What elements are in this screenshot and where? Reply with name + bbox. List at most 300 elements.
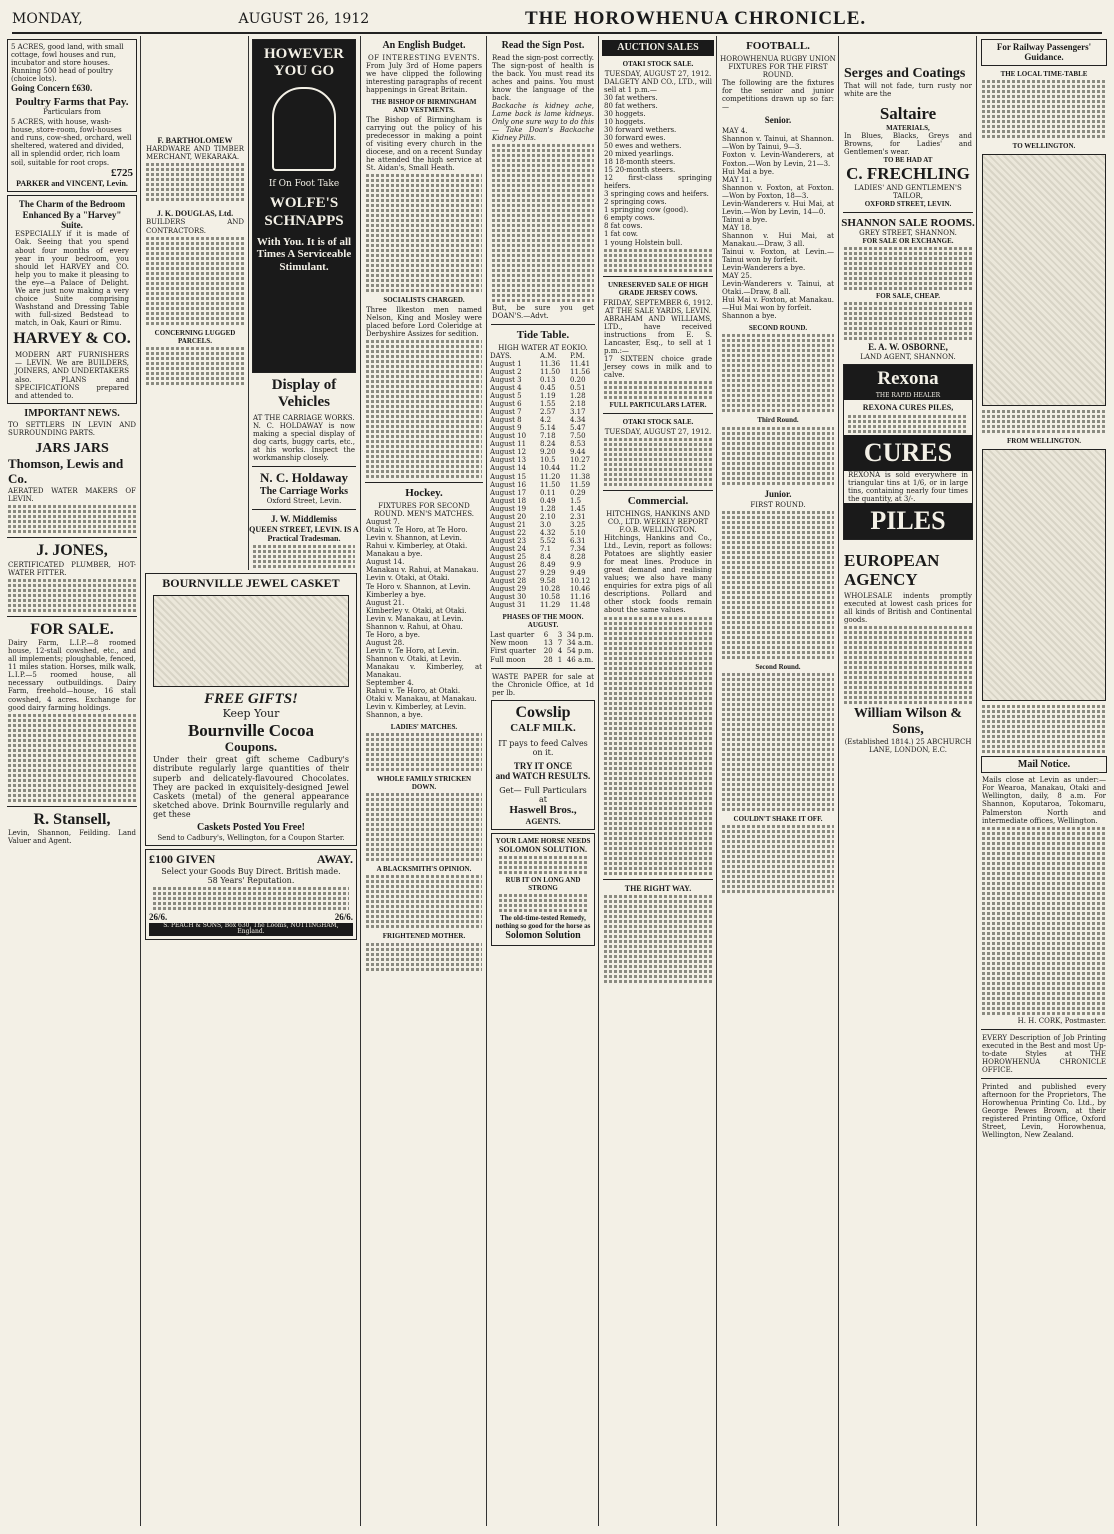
sale-cheap: FOR SALE, CHEAP. bbox=[876, 292, 940, 301]
family-title: WHOLE FAMILY STRICKEN DOWN. bbox=[376, 775, 472, 792]
wolfes-mid: If On Foot Take bbox=[268, 179, 340, 189]
timetable-title: THE LOCAL TIME-TABLE bbox=[1000, 69, 1088, 78]
fixture-line: Manakau v. Rahui, at Manakau. bbox=[366, 566, 479, 575]
poultry-title: Poultry Farms that Pay. bbox=[15, 95, 129, 108]
moon-cell: 46 a.m. bbox=[566, 655, 594, 664]
calf-title: CALF MILK. bbox=[510, 722, 576, 735]
bournville-advert bbox=[145, 573, 357, 846]
stock-line: 18 18-month steers. bbox=[604, 158, 676, 167]
moon-cell: 34 p.m. bbox=[566, 631, 594, 640]
solomon-name: Solomon Solution bbox=[505, 930, 581, 942]
wolfes-name: WOLFE'S SCHNAPPS bbox=[264, 195, 344, 229]
fixture-line: Rahui v. Kimberley, at Otaki. bbox=[366, 542, 468, 551]
budget-sub: OF INTERESTING EVENTS. bbox=[368, 53, 480, 62]
harvey-advert bbox=[7, 195, 137, 403]
moon-cell: New moon bbox=[490, 639, 529, 648]
bishop-title: THE BISHOP OF BIRMINGHAM AND VESTMENTS. bbox=[371, 97, 477, 114]
cowslip-advert bbox=[491, 700, 595, 830]
column-4 bbox=[488, 36, 599, 1526]
tide-row bbox=[488, 456, 598, 464]
column-2 bbox=[142, 36, 361, 1526]
timetable-grid-to bbox=[982, 154, 1106, 406]
tide-cell: 9.44 bbox=[569, 448, 586, 457]
masthead bbox=[12, 6, 1102, 34]
tide-cell: August 20 bbox=[490, 512, 527, 521]
tide-row bbox=[488, 553, 598, 561]
moon-row bbox=[488, 656, 598, 664]
every-description: EVERY Description of Job Printing executed in the Best and most Up-to-date Styles at THE HOROWHENUA CHRONICLE OFFICE. bbox=[982, 1033, 1106, 1074]
junior-second-round: Second Round. bbox=[755, 662, 801, 671]
tide-row bbox=[488, 577, 598, 585]
fixtures-title: FIXTURES FOR THE FIRST ROUND. bbox=[728, 62, 828, 79]
piles-title: PILES bbox=[844, 503, 972, 539]
tide-cell: August 23 bbox=[490, 536, 527, 545]
fixture-line: Hui Mai a bye. bbox=[722, 167, 775, 176]
fixture-line: Shannon a bye. bbox=[722, 312, 777, 321]
commercial-title: Commercial. bbox=[627, 495, 689, 508]
tide-row bbox=[488, 489, 598, 497]
tide-cell: 6.31 bbox=[569, 536, 586, 545]
tide-cell: 7.18 bbox=[540, 432, 556, 441]
charm-text: ESPECIALLY if it is made of Oak. Seeing that you spend about four months of every year in your bedroom, you should let HARVEY and CO. help you to make it pleasing to the eye—a Palace of Delight. We are just now making a very choice Suite comprising Washstand and Dressing Table with full-sized Bedstead to match, in Oak, Kauri or Rimu. bbox=[15, 230, 129, 327]
casket-illustration bbox=[153, 595, 349, 687]
tide-cell: 8.28 bbox=[569, 552, 586, 561]
tide-cell: August 15 bbox=[490, 472, 527, 481]
tide-cell: August 17 bbox=[490, 488, 527, 497]
abraham-text: ABRAHAM AND WILLIAMS, LTD., have received instructions from E. S. Lancaster, Esq., to sell at 1 p.m.:— bbox=[604, 314, 712, 355]
tide-cell: 4.32 bbox=[540, 528, 556, 537]
tide-cell: 2.57 bbox=[540, 408, 556, 417]
fixture-line: MAY 25. bbox=[722, 272, 752, 281]
senior-fixtures bbox=[718, 127, 838, 320]
stock-line: 30 fat wethers. bbox=[604, 93, 658, 102]
holdaway-sub: The Carriage Works bbox=[259, 485, 349, 497]
tide-cell: 3.0 bbox=[540, 520, 552, 529]
column-3 bbox=[362, 36, 487, 1526]
tide-cell: 1.45 bbox=[569, 504, 586, 513]
frechling-name: C. FRECHLING bbox=[846, 163, 970, 183]
stock-line: 12 first-class springing heifers. bbox=[604, 174, 712, 191]
stock-line: 3 springing cows and heifers. bbox=[604, 190, 709, 199]
stock-line: 80 fat wethers. bbox=[604, 101, 658, 110]
tide-cell: August 31 bbox=[490, 601, 527, 610]
stansell-title: R. Stansell, bbox=[33, 810, 111, 828]
stock-line: 2 springing cows. bbox=[604, 198, 667, 207]
auction-title: AUCTION SALES bbox=[602, 40, 714, 56]
tide-cell: 1.28 bbox=[569, 392, 586, 401]
given-price-1: 26/6. bbox=[149, 912, 168, 923]
fixtures-text: The following are the fixtures for the senior and junior competitions drawn up so far:— bbox=[722, 78, 834, 111]
fixture-line: August 28. bbox=[366, 638, 405, 647]
poultry-advert bbox=[7, 39, 137, 192]
ad-acres-price: £725 bbox=[111, 166, 133, 179]
fixture-line: September 4. bbox=[366, 679, 414, 688]
tide-row bbox=[488, 392, 598, 400]
tide-row bbox=[488, 585, 598, 593]
tide-cell: August 8 bbox=[490, 416, 522, 425]
unreserved-title: UNRESERVED SALE OF HIGH GRADE JERSEY COWS. bbox=[607, 280, 709, 297]
railway-box bbox=[981, 39, 1107, 66]
jars-title: JARS JARS bbox=[35, 441, 109, 457]
column-6 bbox=[718, 36, 839, 1526]
socialists-text: Three Ilkeston men named Nelson, King and Mosley were placed before Lord Coleridge at Derbyshire Assizes for sedition. bbox=[366, 306, 482, 339]
tide-row bbox=[488, 561, 598, 569]
tide-cell: August 5 bbox=[490, 392, 522, 401]
rooms-addr: GREY STREET, SHANNON. bbox=[859, 229, 957, 238]
tide-cell: 2.18 bbox=[569, 400, 586, 409]
moon-cell: 28 bbox=[543, 655, 553, 664]
fixture-line: Levin v. Manakau, at Levin. bbox=[366, 614, 464, 623]
display-title: Display of Vehicles bbox=[271, 377, 337, 411]
tide-cell: 1.19 bbox=[540, 392, 556, 401]
try-text: TRY IT ONCE bbox=[513, 761, 573, 772]
moon-table bbox=[488, 631, 598, 663]
jersey-text: 17 SIXTEEN choice grade Jersey cows in milk and to calve. bbox=[604, 355, 712, 380]
tide-row bbox=[488, 529, 598, 537]
tide-cell: August 11 bbox=[490, 440, 527, 449]
solomon-old: The old-time-tested Remedy, nothing so good for the horse as bbox=[495, 914, 591, 931]
thomson-title: Thomson, Lewis and Co. bbox=[8, 456, 124, 487]
douglas-sub: BUILDERS AND CONTRACTORS. bbox=[146, 218, 244, 235]
fixture-line: Levin-Wanderers v. Tainui, at Otaki.—Draw, 8 all. bbox=[722, 280, 834, 297]
bishop-text: The Bishop of Birmingham is carrying out the policy of his predecessor in making a point of visiting every church in the diocese, and on a recent Sunday he attended the high service at St. Aidan's, Small Heath. bbox=[366, 115, 482, 173]
stock-line: 1 fat cow. bbox=[604, 230, 639, 239]
display-sub: AT THE CARRIAGE WORKS. bbox=[253, 413, 355, 422]
tide-row bbox=[488, 416, 598, 424]
waste-notice: WASTE PAPER for sale at the Chronicle Office, at 1d per lb. bbox=[492, 672, 594, 697]
ad-land-text: 5 ACRES, good land, with small cottage, fowl houses and run, incubator and store houses. Running 500 head of poultry (choice lots). bbox=[11, 43, 124, 84]
tide-cell: 8.24 bbox=[540, 440, 556, 449]
tide-cell: August 3 bbox=[490, 375, 522, 384]
fixture-line: Levin v. Shannon, at Levin. bbox=[366, 534, 462, 543]
rexona-tag: THE RAPID HEALER bbox=[844, 393, 972, 400]
moon-cell: 6 bbox=[543, 631, 549, 640]
tide-cell: 10.58 bbox=[540, 593, 561, 602]
stock-line: 10 hoggets. bbox=[604, 117, 646, 126]
moon-cell: 7 bbox=[557, 639, 563, 648]
solomon-rub: RUB IT ON LONG AND STRONG bbox=[505, 876, 581, 893]
tide-cell: 0.20 bbox=[569, 375, 586, 384]
tide-cell: August 16 bbox=[490, 480, 527, 489]
tide-cell: 11.59 bbox=[569, 480, 591, 489]
tide-sub: HIGH WATER AT EOKIO. bbox=[498, 343, 588, 352]
wolfes-tag: With You. It is of all Times A Serviceable Stimulant. bbox=[256, 235, 352, 274]
solomon-top: YOUR LAME HORSE NEEDS bbox=[495, 837, 591, 846]
hockey-sub: FIXTURES FOR SECOND ROUND. MEN'S MATCHES. bbox=[373, 502, 475, 519]
printed-by: Printed and published every afternoon for the Proprietors, The Horowhenua Printing Co. Ltd., by George Pewes Brown, at their registered Printing Office, Oxford Street, Levin, Horowhenua, Wellington, New Zealand. bbox=[982, 1082, 1106, 1140]
frechling-sub: LADIES' AND GENTLEMEN'S TAILOR, bbox=[854, 183, 962, 200]
otaki2-date: TUESDAY, AUGUST 27, 1912. bbox=[604, 428, 712, 437]
tide-cell: 8.53 bbox=[569, 440, 586, 449]
from-wellington-title: FROM WELLINGTON. bbox=[1006, 436, 1082, 445]
sign-text: Read the sign-post correctly. The sign-post of health is the back. You must read its aches and pains. You must know the language of the back. bbox=[492, 53, 594, 102]
moon-cell: 34 a.m. bbox=[566, 639, 594, 648]
doans-text: Backache is kidney ache, Lame back is lame kidneys. Only one sure way to do this — Take Doan's Backache Kidney Pills. bbox=[492, 101, 594, 142]
poultry-sub: Particulars from bbox=[43, 108, 101, 117]
column-5 bbox=[600, 36, 717, 1526]
tide-cell: 11.56 bbox=[569, 367, 591, 376]
tide-cell: 11.2 bbox=[569, 464, 586, 473]
holdaway-addr: Oxford Street, Levin. bbox=[266, 497, 342, 506]
tide-cell: 7.1 bbox=[540, 544, 552, 553]
watch-text: and WATCH RESULTS. bbox=[495, 771, 591, 782]
harvey-name: HARVEY & CO. bbox=[13, 329, 131, 347]
fixture-line: Shannon v. Foxton, at Foxton.—Won by Foxton, 18—3. bbox=[722, 183, 834, 200]
stock-line: 50 ewes and wethers. bbox=[604, 141, 682, 150]
tide-cell: 11.36 bbox=[540, 359, 561, 368]
tide-cell: 9.58 bbox=[540, 577, 556, 586]
tide-row bbox=[488, 521, 598, 529]
tide-table bbox=[488, 352, 598, 610]
wilson-addr: (Established 1814.) 25 ABCHURCH LANE, LONDON, E.C. bbox=[844, 738, 972, 755]
tide-cell: 11.29 bbox=[540, 601, 561, 610]
hockey-fixtures bbox=[362, 518, 486, 719]
fixture-line: Kimberley a bye. bbox=[366, 590, 426, 599]
tide-cell: 5.47 bbox=[569, 424, 586, 433]
stock-line: 6 empty cows. bbox=[604, 214, 655, 223]
tide-row bbox=[488, 400, 598, 408]
sign-title: Read the Sign Post. bbox=[501, 40, 585, 51]
tide-cell: August 22 bbox=[490, 528, 527, 537]
junior-title: Junior. bbox=[764, 488, 792, 499]
fixture-line: August 7. bbox=[366, 518, 400, 527]
commercial-text: Hitchings, Hankins and Co., Ltd., Levin, report as follows: Potatoes are slightly easier for meat lines. Produce in great demand and realising values; we also have many enquiries for extra pigs of all descriptions. Pollard and other stock foods remain about the same values. bbox=[604, 534, 712, 615]
bartholomew-title: F. BARTHOLOMEW bbox=[157, 136, 233, 145]
tide-cell: August 9 bbox=[490, 424, 522, 433]
senior-title: Senior. bbox=[764, 114, 792, 125]
mail-box bbox=[981, 756, 1107, 774]
peach-address: S. PEACH & SONS, Box 630, The Looms, NOTTINGHAM, England. bbox=[149, 923, 353, 937]
fixture-line: Shannon v. Rahui, at Ohau. bbox=[366, 622, 463, 631]
given-price-2: 26/6. bbox=[334, 912, 353, 923]
ad-land-price: Going Concern £630. bbox=[11, 83, 93, 94]
fixture-line: Levin v. Otaki, at Otaki. bbox=[366, 574, 450, 583]
doans-end: But, be sure you get DOAN'S.—Advt. bbox=[492, 304, 594, 321]
second-round-title: SECOND ROUND. bbox=[748, 324, 808, 333]
fixture-line: Levin v. Te Horo, at Levin. bbox=[366, 646, 460, 655]
peach-advert bbox=[145, 849, 357, 940]
masthead-day: MONDAY, bbox=[12, 11, 83, 27]
otaki-date: TUESDAY, AUGUST 27, 1912. bbox=[604, 69, 712, 78]
otaki-title: OTAKI STOCK SALE. bbox=[622, 59, 694, 68]
tide-row bbox=[488, 481, 598, 489]
frechling-addr: OXFORD STREET, LEVIN. bbox=[864, 199, 952, 208]
socialists-title: SOCIALISTS CHARGED. bbox=[383, 296, 465, 305]
solomon-title: SOLOMON SOLUTION. bbox=[498, 845, 587, 855]
fixture-line: Tainui a bye. bbox=[722, 215, 768, 224]
tide-cell: 0.45 bbox=[540, 383, 556, 392]
rooms-title: SHANNON SALE ROOMS. bbox=[841, 216, 975, 229]
stansell-sub: Levin, Shannon, Feilding. Land Valuer and Agent. bbox=[8, 828, 136, 846]
given-rep: 58 Years' Reputation. bbox=[207, 876, 295, 885]
tide-cell: August 2 bbox=[490, 367, 522, 376]
serges-text: That will not fade, turn rusty nor white are the bbox=[844, 82, 972, 99]
tide-row bbox=[488, 376, 598, 384]
stock-line: 8 fat cows. bbox=[604, 222, 643, 231]
tide-cell: 7.50 bbox=[569, 432, 586, 441]
tide-cell: 5.14 bbox=[540, 424, 556, 433]
tide-cell: August 7 bbox=[490, 408, 522, 417]
commercial-sub: HITCHINGS, HANKINS AND CO., LTD. WEEKLY REPORT F.O.B. WELLINGTON. bbox=[606, 509, 710, 535]
tide-cell: 8.4 bbox=[540, 552, 552, 561]
tide-row bbox=[488, 424, 598, 432]
tide-row bbox=[488, 545, 598, 553]
stock-line: 20 mixed yearlings. bbox=[604, 150, 674, 159]
tide-title: Tide Table. bbox=[516, 329, 570, 342]
bournville-keep: Keep Your bbox=[222, 707, 280, 721]
tide-cell: 11.48 bbox=[569, 601, 591, 610]
mail-title: Mail Notice. bbox=[1017, 758, 1071, 770]
tide-cell: 0.13 bbox=[540, 375, 556, 384]
moon-cell: 3 bbox=[557, 631, 563, 640]
stock-line: 1 young Holstein bull. bbox=[604, 238, 683, 247]
tide-cell: August 14 bbox=[490, 464, 527, 473]
tobe-text: TO BE HAD AT bbox=[883, 155, 933, 164]
moon-cell: 54 p.m. bbox=[566, 647, 594, 656]
stock-line: 30 forward wethers. bbox=[604, 125, 677, 134]
tide-cell: 7.34 bbox=[569, 544, 586, 553]
middlemiss-sub: QUEEN STREET, LEVIN. IS A Practical Tradesman. bbox=[249, 524, 359, 543]
holdaway-name: N. C. Holdaway bbox=[259, 469, 349, 485]
wolfes-advert bbox=[252, 39, 356, 373]
solomon-advert bbox=[491, 833, 595, 946]
fixture-line: Hui Mai v. Foxton, at Manakau.—Hui Mai won by forfeit. bbox=[722, 296, 834, 313]
column-8 bbox=[978, 36, 1110, 1526]
materials-text: In Blues, Blacks, Greys and Browns, for Ladies' and Gentlemen's wear. bbox=[844, 131, 972, 156]
sale-yards: AT THE SALE YARDS, LEVIN. bbox=[604, 306, 711, 315]
fixture-line: Otaki v. Manakau, at Manakau. bbox=[366, 695, 477, 704]
tide-cell: 9.9 bbox=[569, 561, 582, 570]
moon-row bbox=[488, 647, 598, 655]
fixture-line: Levin-Wanderers v. Hui Mai, at Levin.—Won by Levin, 14—0. bbox=[722, 199, 834, 216]
european-title: EUROPEAN AGENCY bbox=[844, 550, 940, 590]
moon-cell: 13 bbox=[543, 639, 553, 648]
tide-head-pm: P.M. bbox=[569, 351, 585, 360]
saltaire-title: Saltaire bbox=[879, 104, 937, 124]
tide-cell: 9.49 bbox=[569, 569, 586, 578]
tide-cell: 9.20 bbox=[540, 448, 556, 457]
news-title: IMPORTANT NEWS. bbox=[24, 407, 120, 419]
tide-row bbox=[488, 448, 598, 456]
rexona-advert bbox=[843, 364, 973, 540]
tide-cell: 11.38 bbox=[569, 472, 591, 481]
tide-cell: 1.55 bbox=[540, 400, 556, 409]
tide-cell: August 27 bbox=[490, 569, 527, 578]
tide-row bbox=[488, 569, 598, 577]
bartholomew-sub: HARDWARE AND TIMBER MERCHANT, WEKARAKA. bbox=[146, 145, 244, 162]
tide-cell: 2.31 bbox=[569, 512, 586, 521]
tide-row bbox=[488, 497, 598, 505]
hockey-title: Hockey. bbox=[405, 487, 443, 500]
timetable-grid-from bbox=[982, 449, 1106, 701]
ladies-title: LADIES' MATCHES. bbox=[390, 723, 458, 732]
bottle-illustration bbox=[272, 87, 336, 171]
tide-head-days: DAYS. bbox=[490, 351, 512, 360]
douglas-title: J. K. DOUGLAS, Ltd. bbox=[156, 209, 234, 219]
osborne-name: E. A. W. OSBORNE, bbox=[868, 342, 948, 353]
fixture-line: Te Horo v. Shannon, at Levin. bbox=[366, 582, 471, 591]
full-particulars: FULL PARTICULARS LATER. bbox=[609, 401, 707, 410]
tide-cell: 2.10 bbox=[540, 512, 556, 521]
tide-row bbox=[488, 473, 598, 481]
to-wellington-title: TO WELLINGTON. bbox=[1012, 141, 1076, 150]
tide-row bbox=[488, 440, 598, 448]
tide-cell: August 18 bbox=[490, 496, 527, 505]
tide-row bbox=[488, 464, 598, 472]
rexona-title: Rexona bbox=[844, 365, 972, 393]
wolfes-top: HOWEVER YOU GO bbox=[263, 46, 344, 79]
tide-cell: 11.20 bbox=[540, 472, 561, 481]
given-title: £100 GIVEN bbox=[149, 852, 216, 867]
tide-cell: August 30 bbox=[490, 593, 527, 602]
charm-title: The Charm of the Bedroom Enhanced By a "Harvey" Suite. bbox=[18, 199, 126, 231]
fixture-line: Manakau v. Kimberley, at Manakau. bbox=[366, 662, 482, 680]
fixture-line: Levin v. Kimberley, at Levin. bbox=[366, 703, 467, 712]
tide-row bbox=[488, 384, 598, 392]
first-round-title: FIRST ROUND. bbox=[750, 500, 806, 509]
tide-row bbox=[488, 601, 598, 609]
fixture-line: MAY 4. bbox=[722, 127, 748, 136]
european-text: WHOLESALE indents promptly executed at lowest cash prices for all kinds of British and Continental goods. bbox=[844, 591, 972, 624]
tide-cell: August 24 bbox=[490, 544, 527, 553]
fixture-line: Shannon v. Otaki, at Levin. bbox=[366, 654, 462, 663]
fixture-line: Shannon v. Tainui, at Shannon.—Won by Tainui, 9—3. bbox=[722, 135, 834, 152]
tide-row bbox=[488, 408, 598, 416]
budget-text: From July 3rd of Home papers we have clipped the following interesting paragraphs of recent happenings in Great Britain. bbox=[366, 61, 482, 94]
given-text: Select your Goods Buy Direct. British made. bbox=[161, 866, 341, 876]
tide-cell: August 19 bbox=[490, 504, 527, 513]
rexona-text: REXONA is sold everywhere in triangular tins at 1/6, or in large tins, containing nearly four times the quantity, at 3/-. bbox=[848, 470, 968, 503]
fixture-line: Shannon, a bye. bbox=[366, 711, 423, 720]
tide-cell: 10.46 bbox=[569, 585, 591, 594]
moon-row bbox=[488, 639, 598, 647]
tide-cell: 0.51 bbox=[569, 383, 586, 392]
tide-head-am: A.M. bbox=[540, 351, 557, 360]
mail-text: Mails close at Levin as under:— For Wearoa, Manakau, Otaki and Wellington, daily, 8 a.m. For Shannon, Koputaroa, Tokomaru, Palmerston North and intermediate offices, Wellington. bbox=[982, 776, 1106, 825]
tide-cell: 11.50 bbox=[540, 367, 561, 376]
tide-cell: August 21 bbox=[490, 520, 527, 529]
rexona-pills: REXONA CURES PILES, bbox=[862, 402, 954, 412]
display-text: N. C. HOLDAWAY is now making a special display of dog carts, buggy carts, etc., at his works. Inspect the workmanship closely. bbox=[253, 421, 355, 462]
cowslip-title: Cowslip bbox=[515, 703, 571, 721]
fixture-line: Kimberley v. Otaki, at Otaki. bbox=[366, 606, 467, 615]
ad-acres-text: 5 ACRES, with house, wash-house, store-room, fowl-houses and runs, cow-shed, orchard, well sheltered, watered and divided, all in splendid order, rich loam soil, suitable for root crops. bbox=[11, 118, 132, 167]
tide-cell: August 6 bbox=[490, 400, 522, 409]
bournville-coupons: Coupons. bbox=[224, 739, 278, 755]
tide-cell: 0.49 bbox=[540, 496, 556, 505]
tide-cell: 10.44 bbox=[540, 464, 561, 473]
thomson-sub: AERATED WATER MAKERS OF LEVIN. bbox=[8, 487, 136, 504]
serges-title: Serges and Coatings bbox=[844, 66, 966, 81]
tide-cell: August 29 bbox=[490, 585, 527, 594]
get-text: Get— Full Particulars at bbox=[499, 785, 587, 804]
tide-cell: August 12 bbox=[490, 448, 527, 457]
stock-line: 15 20-month steers. bbox=[604, 166, 676, 175]
tide-cell: 4.2 bbox=[540, 416, 552, 425]
newspaper-title: THE HOROWHENUA CHRONICLE. bbox=[524, 8, 867, 29]
blacksmith-title: A BLACKSMITH'S OPINION. bbox=[376, 865, 472, 874]
osborne-sub: LAND AGENT, SHANNON. bbox=[860, 352, 956, 361]
tide-cell: August 26 bbox=[490, 561, 527, 570]
cowslip-text: IT pays to feed Calves on it. bbox=[498, 738, 588, 757]
moon-cell: 20 bbox=[543, 647, 553, 656]
fixture-line: Shannon v. Hui Mai, at Manakau.—Draw, 3 all. bbox=[722, 231, 834, 248]
tide-cell: 5.52 bbox=[540, 536, 556, 545]
jones-sub: CERTIFICATED PLUMBER, HOT-WATER FITTER. bbox=[8, 560, 136, 577]
tide-cell: 3.17 bbox=[569, 408, 586, 417]
postmaster: H. H. CORK, Postmaster. bbox=[1017, 1016, 1106, 1025]
moon-cell: Last quarter bbox=[490, 631, 535, 640]
